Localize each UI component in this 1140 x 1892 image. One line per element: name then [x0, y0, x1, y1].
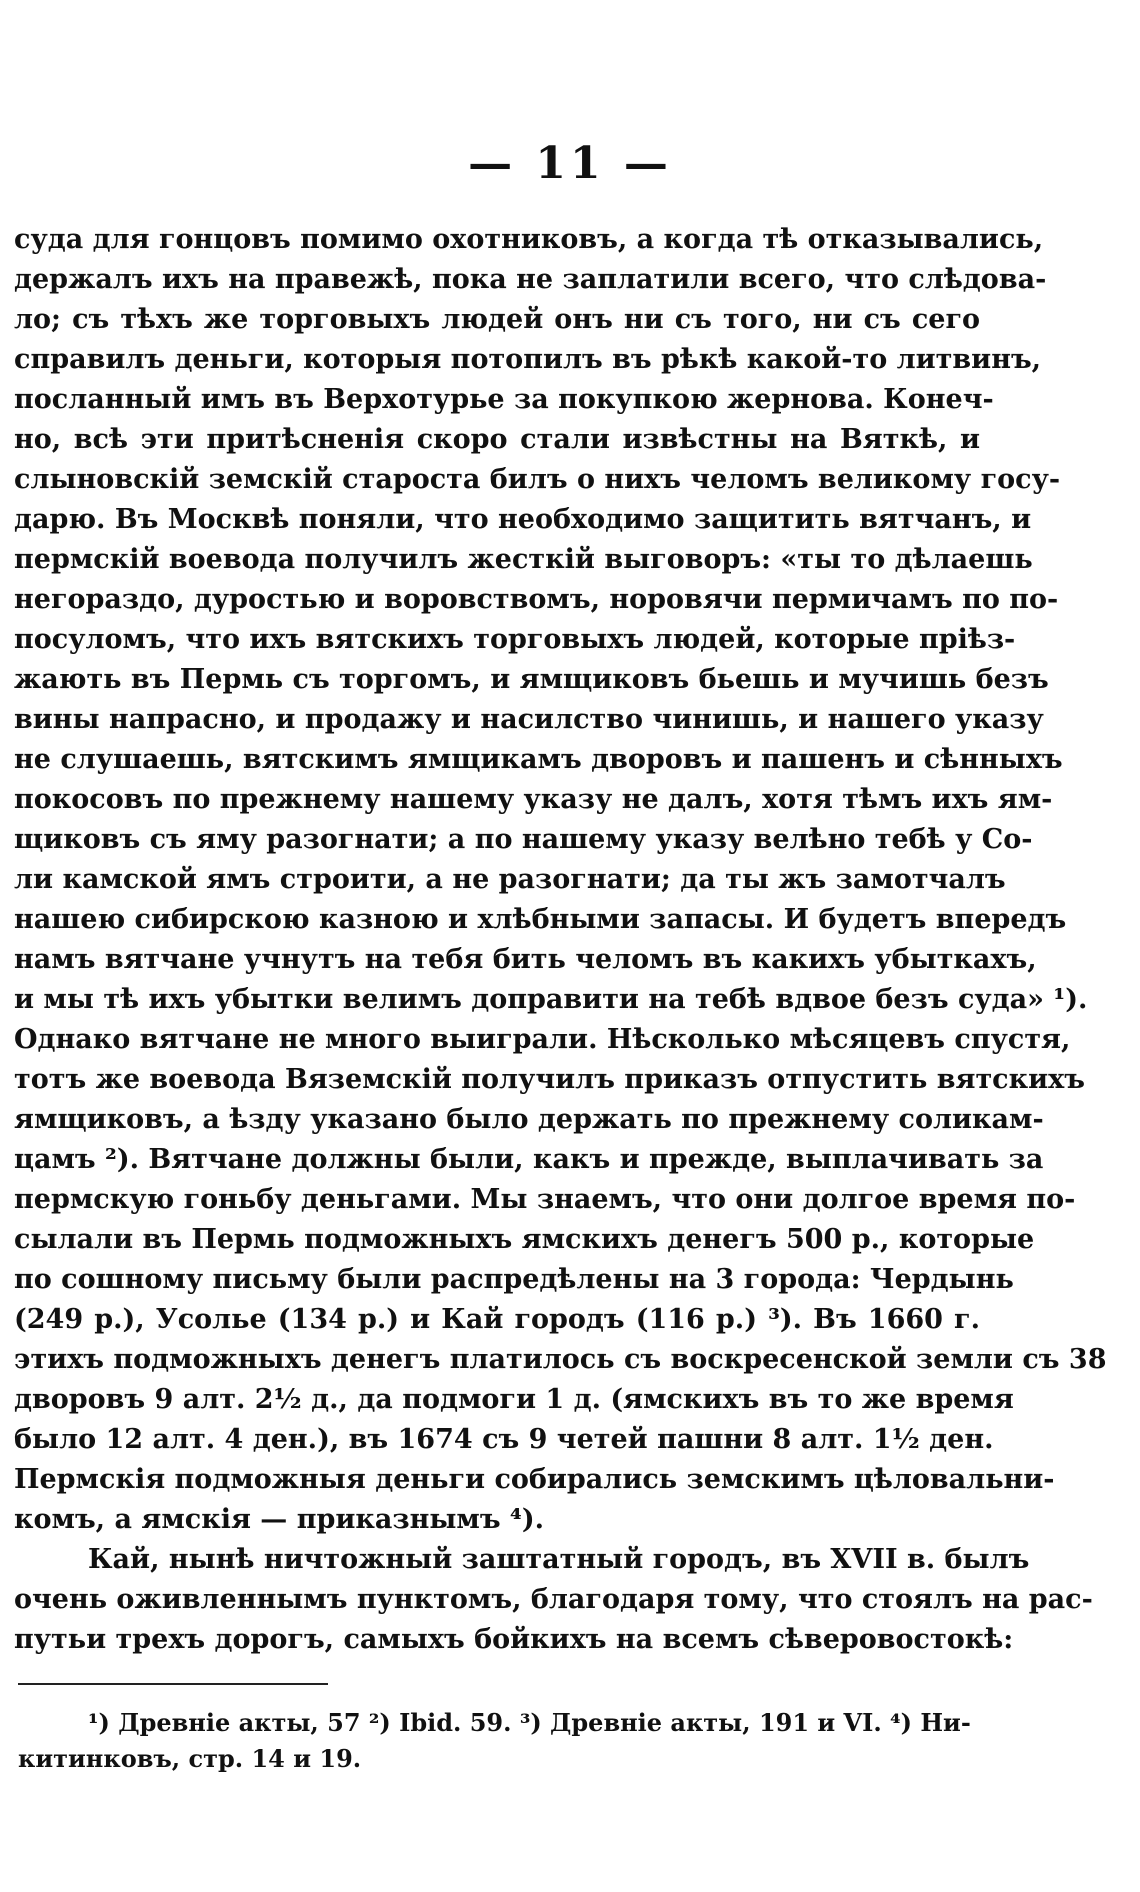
paragraph-start-line: Кай, нынѣ ничтожный заштатный городъ, въ XVII в. былъ [88, 1544, 1030, 1575]
text-line: пермскую гоньбу деньгами. Мы знаемъ, что они долгое время по- [14, 1184, 1076, 1215]
body-text [14, 220, 1107, 1660]
text-line: цамъ ²). Вятчане должны были, какъ и прежде, выплачивать за [14, 1144, 1044, 1175]
text-line: тотъ же воевода Вяземскій получилъ приказъ отпустить вятскихъ [14, 1064, 1085, 1095]
text-line: сылали въ Пермь подможныхъ ямскихъ денегъ 500 р., которые [14, 1224, 1035, 1255]
text-line: ли камской ямъ строити, а не разогнати; да ты жъ замотчалъ [14, 864, 1006, 895]
text-line: (249 р.), Усолье (134 р.) и Кай городъ (116 р.) ³). Въ 1660 г. [14, 1304, 980, 1335]
text-line: посланный имъ въ Верхотурье за покупкою жернова. Конеч- [14, 384, 994, 415]
text-line: намъ вятчане учнутъ на тебя бить челомъ въ какихъ убыткахъ, [14, 944, 1037, 975]
text-line: справилъ деньги, которыя потопилъ въ рѣкѣ какой-то литвинъ, [14, 344, 1042, 375]
footnote-divider [18, 1683, 328, 1685]
text-line: нашею сибирскою казною и хлѣбными запасы. И будетъ впередъ [14, 904, 1067, 935]
text-line: было 12 алт. 4 ден.), въ 1674 съ 9 четей пашни 8 алт. 1½ ден. [14, 1424, 994, 1455]
footnotes [18, 1705, 978, 1777]
text-line: этихъ подможныхъ денегъ платилось съ воскресенской земли съ 38 [14, 1344, 1107, 1375]
text-line: слыновскій земскій староста билъ о нихъ челомъ великому госу- [14, 464, 1061, 495]
text-line: посуломъ, что ихъ вятскихъ торговыхъ людей, которые пріѣз- [14, 624, 1016, 655]
text-line: вины напрасно, и продажу и насилство чинишь, и нашего указу [14, 704, 1044, 735]
text-line: не слушаешь, вятскимъ ямщикамъ дворовъ и пашенъ и сѣнныхъ [14, 744, 1063, 775]
text-line: суда для гонцовъ помимо охотниковъ, а когда тѣ отказывались, [14, 224, 1044, 255]
text-line: держалъ ихъ на правежѣ, пока не заплатили всего, что слѣдова- [14, 264, 1047, 295]
footnote-line: ¹) Древніе акты, 57 ²) Ibid. 59. ³) Древніе акты, 191 и VI. ⁴) Ни- [88, 1708, 971, 1737]
text-line: но, всѣ эти притѣсненія скоро стали извѣстны на Вяткѣ, и [14, 424, 980, 455]
text-line: Однако вятчане не много выиграли. Нѣсколько мѣсяцевъ спустя, [14, 1024, 1071, 1055]
text-line: дворовъ 9 алт. 2½ д., да подмоги 1 д. (ямскихъ въ то же время [14, 1384, 1014, 1415]
text-line: очень оживленнымъ пунктомъ, благодаря тому, что стоялъ на рас- [14, 1584, 1093, 1615]
text-line: путьи трехъ дорогъ, самыхъ бойкихъ на всемъ сѣверовостокѣ: [14, 1624, 1014, 1655]
text-line: пермскій воевода получилъ жесткій выговоръ: «ты то дѣлаешь [14, 544, 1033, 575]
text-line: ямщиковъ, а ѣзду указано было держать по прежнему соликам- [14, 1104, 1044, 1135]
text-line: жають въ Пермь съ торгомъ, и ямщиковъ бьешь и мучишь безъ [14, 664, 1049, 695]
footnote-line: китинковъ, стр. 14 и 19. [18, 1744, 362, 1773]
text-line: комъ, а ямскія — приказнымъ ⁴). [14, 1504, 544, 1535]
text-line: дарю. Въ Москвѣ поняли, что необходимо защитить вятчанъ, и [14, 504, 1032, 535]
text-line: по сошному письму были распредѣлены на 3 города: Чердынь [14, 1264, 1014, 1295]
text-line: щиковъ съ яму разогнати; а по нашему указу велѣно тебѣ у Со- [14, 824, 1033, 855]
text-line: покосовъ по прежнему нашему указу не далъ, хотя тѣмъ ихъ ям- [14, 784, 1053, 815]
text-line: ло; съ тѣхъ же торговыхъ людей онъ ни съ того, ни съ сего [14, 304, 980, 335]
text-line: Пермскія подможныя деньги собирались земскимъ цѣловальни- [14, 1464, 1055, 1495]
text-line: негораздо, дуростью и воровствомъ, норовячи пермичамъ по по- [14, 584, 1059, 615]
text-line: и мы тѣ ихъ убытки велимъ доправити на тебѣ вдвое безъ суда» ¹). [14, 984, 1088, 1015]
page-number: — 11 — [468, 138, 672, 189]
